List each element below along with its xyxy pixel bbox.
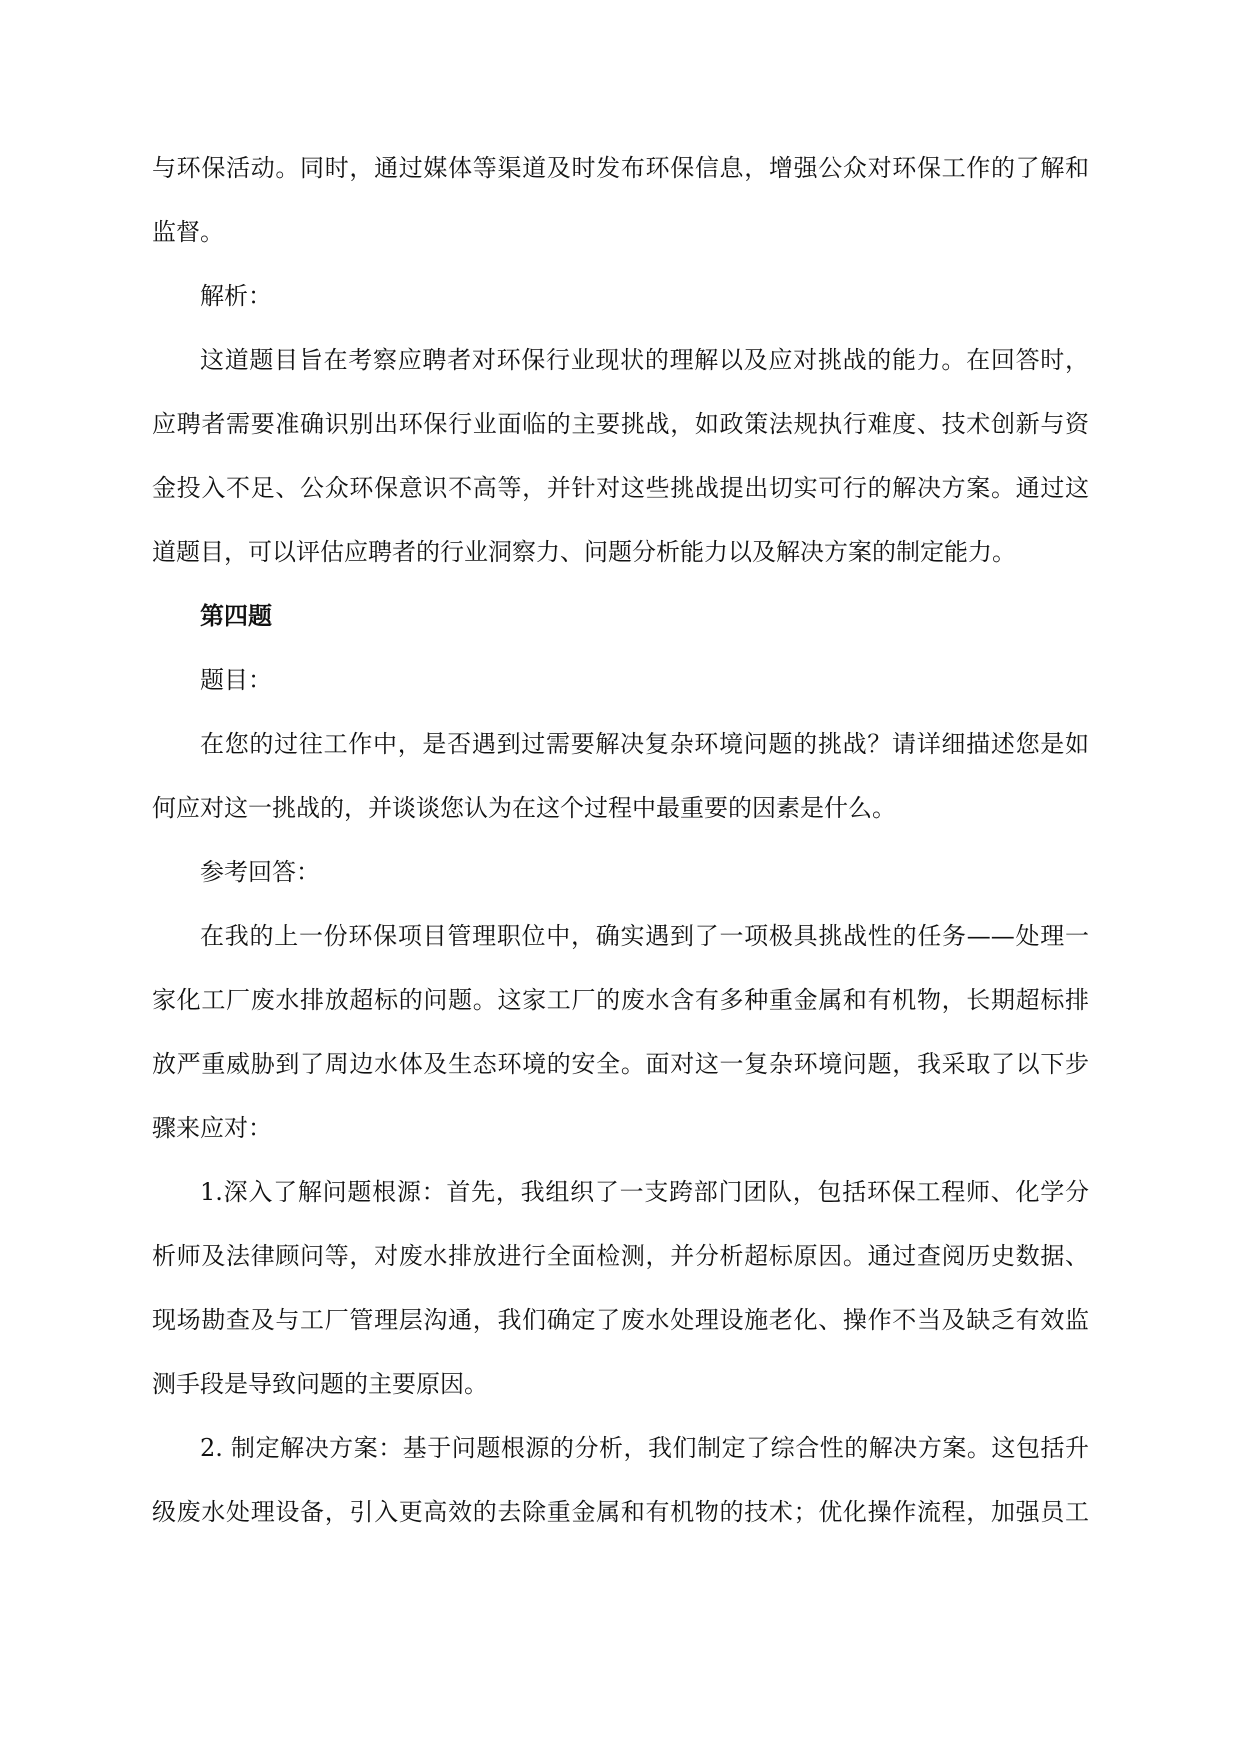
text-line: 这道题目旨在考察应聘者对环保行业现状的理解以及应对挑战的能力。在回答时， bbox=[200, 346, 1089, 374]
text-line: 与环保活动。同时，通过媒体等渠道及时发布环保信息，增强公众对环保工作的了解和 bbox=[152, 154, 1089, 182]
text-line: 应聘者需要准确识别出环保行业面临的主要挑战，如政策法规执行难度、技术创新与资 bbox=[152, 410, 1089, 438]
section-label-answer: 参考回答： bbox=[200, 858, 320, 886]
text-line: 道题目，可以评估应聘者的行业洞察力、问题分析能力以及解决方案的制定能力。 bbox=[152, 538, 1016, 566]
text-line: 骤来应对： bbox=[152, 1114, 272, 1142]
text-line: 现场勘查及与工厂管理层沟通，我们确定了废水处理设施老化、操作不当及缺乏有效监 bbox=[152, 1306, 1089, 1334]
text-line: 2. 制定解决方案：基于问题根源的分析，我们制定了综合性的解决方案。这包括升 bbox=[200, 1434, 1089, 1462]
text-line: 在您的过往工作中，是否遇到过需要解决复杂环境问题的挑战？请详细描述您是如 bbox=[200, 730, 1089, 758]
text-line: 1.深入了解问题根源：首先，我组织了一支跨部门团队，包括环保工程师、化学分 bbox=[200, 1178, 1089, 1206]
text-line: 析师及法律顾问等，对废水排放进行全面检测，并分析超标原因。通过查阅历史数据、 bbox=[152, 1242, 1089, 1270]
question-heading: 第四题 bbox=[200, 601, 272, 630]
text-line: 监督。 bbox=[152, 218, 224, 246]
section-label-question: 题目： bbox=[200, 666, 272, 694]
text-line: 何应对这一挑战的，并谈谈您认为在这个过程中最重要的因素是什么。 bbox=[152, 794, 896, 822]
section-label-analysis: 解析： bbox=[200, 282, 272, 310]
text-line: 家化工厂废水排放超标的问题。这家工厂的废水含有多种重金属和有机物，长期超标排 bbox=[152, 986, 1089, 1014]
text-line: 放严重威胁到了周边水体及生态环境的安全。面对这一复杂环境问题，我采取了以下步 bbox=[152, 1050, 1089, 1078]
text-line: 测手段是导致问题的主要原因。 bbox=[152, 1370, 488, 1398]
text-line: 金投入不足、公众环保意识不高等，并针对这些挑战提出切实可行的解决方案。通过这 bbox=[152, 474, 1089, 502]
text-line: 级废水处理设备，引入更高效的去除重金属和有机物的技术；优化操作流程，加强员工 bbox=[152, 1498, 1089, 1526]
document-page bbox=[152, 136, 1089, 1544]
text-line: 在我的上一份环保项目管理职位中，确实遇到了一项极具挑战性的任务——处理一 bbox=[200, 922, 1089, 950]
